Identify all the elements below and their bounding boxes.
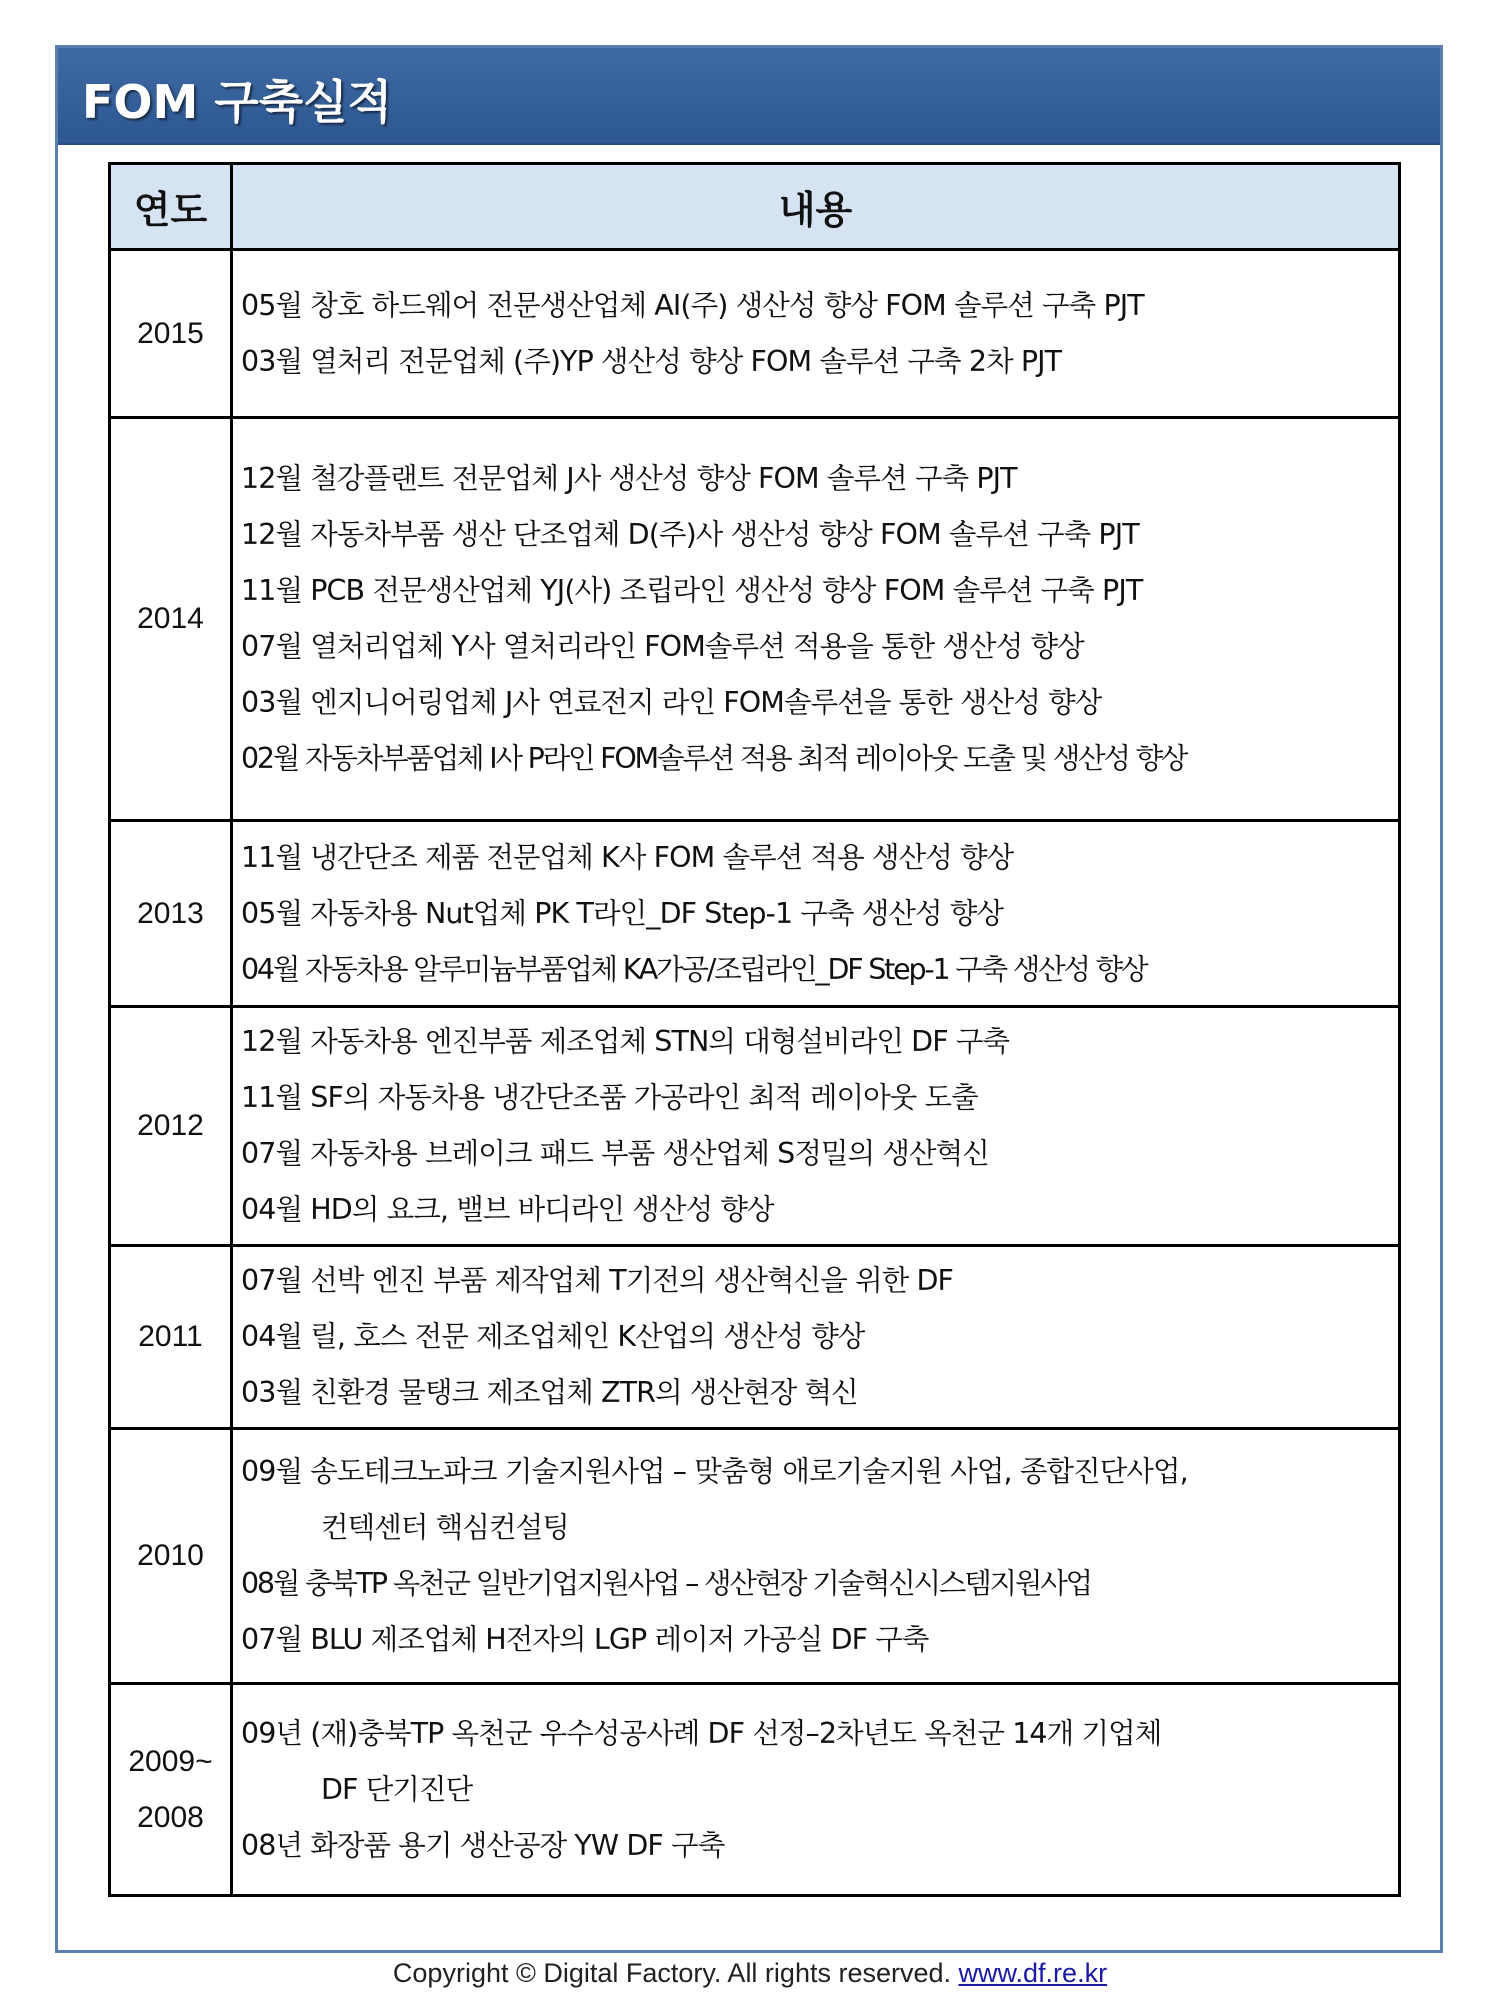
table-row (110, 1684, 1400, 1896)
content-cell (232, 1246, 1400, 1429)
table-row (110, 1246, 1400, 1429)
year-label: 2008 (137, 1800, 204, 1834)
entry-item: 05월 창호 하드웨어 전문생산업체 AI(주) 생산성 향상 FOM 솔루션 구축 PJT (241, 288, 1144, 322)
website-link[interactable]: www.df.re.kr (958, 1958, 1108, 1988)
entry-item: 07월 선박 엔진 부품 제작업체 T기전의 생산혁신을 위한 DF (241, 1264, 954, 1297)
table-row (110, 1007, 1400, 1246)
entry-item: 03월 친환경 물탱크 제조업체 ZTR의 생산현장 혁신 (241, 1376, 858, 1409)
performance-table (108, 162, 1401, 1897)
entry-item: 03월 엔지니어링업체 J사 연료전지 라인 FOM솔루션을 통한 생산성 향상 (241, 686, 1102, 719)
year-label: 2010 (137, 1539, 204, 1572)
content-cell (232, 1007, 1400, 1246)
title-bar (58, 48, 1440, 145)
entry-item: 07월 열처리업체 Y사 열처리라인 FOM솔루션 적용을 통한 생산성 향상 (241, 630, 1084, 663)
content-cell (232, 1429, 1400, 1684)
page-title: FOM 구축실적 (82, 75, 393, 129)
entry-continuation: DF 단기진단 (321, 1772, 473, 1806)
copyright-text: Copyright © Digital Factory. All rights reserved. (392, 1958, 952, 1988)
entry-item: 04월 릴, 호스 전문 제조업체인 K산업의 생산성 향상 (241, 1320, 865, 1353)
entry-item: 07월 BLU 제조업체 H전자의 LGP 레이저 가공실 DF 구축 (241, 1623, 929, 1656)
year-cell (110, 821, 232, 1007)
content-cell (232, 250, 1400, 418)
table-row (110, 418, 1400, 821)
entry-item: 12월 철강플랜트 전문업체 J사 생산성 향상 FOM 솔루션 구축 PJT (241, 462, 1017, 495)
entry-item: 04월 자동차용 알루미늄부품업체 KA가공/조립라인_DF Step-1 구축 생산성 향상 (241, 952, 1147, 986)
entry-item: 12월 자동차용 엔진부품 제조업체 STN의 대형설비라인 DF 구축 (241, 1025, 1010, 1058)
entry-item: 03월 열처리 전문업체 (주)YP 생산성 향상 FOM 솔루션 구축 2차 PJT (241, 344, 1062, 378)
year-cell (110, 1007, 232, 1246)
entry-item: 08월 충북TP 옥천군 일반기업지원사업 – 생산현장 기술혁신시스템지원사업 (241, 1567, 1091, 1600)
year-label: 2014 (137, 602, 204, 635)
year-cell (110, 1684, 232, 1896)
table-row (110, 250, 1400, 418)
entry-item: 05월 자동차용 Nut업체 PK T라인_DF Step-1 구축 생산성 향상 (241, 896, 1004, 930)
year-label: 2013 (137, 896, 204, 930)
entry-item: 07월 자동차용 브레이크 패드 부품 생산업체 S정밀의 생산혁신 (241, 1137, 989, 1170)
year-cell (110, 1429, 232, 1684)
entry-item: 09년 (재)충북TP 옥천군 우수성공사례 DF 선정–2차년도 옥천군 14개 기업체 (241, 1716, 1162, 1750)
header-content: 내용 (232, 164, 1400, 250)
entry-item: 11월 SF의 자동차용 냉간단조품 가공라인 최적 레이아웃 도출 (241, 1081, 978, 1114)
year-cell (110, 250, 232, 418)
content-cell (232, 1684, 1400, 1896)
year-label: 2009~ (128, 1744, 213, 1778)
year-label: 2011 (138, 1320, 203, 1353)
year-cell (110, 418, 232, 821)
footer (0, 1958, 1500, 1989)
header-year: 연도 (110, 164, 232, 250)
entry-item: 04월 HD의 요크, 밸브 바디라인 생산성 향상 (241, 1193, 774, 1226)
year-cell (110, 1246, 232, 1429)
table-row (110, 1429, 1400, 1684)
entry-item: 08년 화장품 용기 생산공장 YW DF 구축 (241, 1828, 725, 1862)
year-label: 2015 (137, 316, 204, 350)
content-cell (232, 821, 1400, 1007)
table-header-row (110, 164, 1400, 250)
entry-item: 11월 PCB 전문생산업체 YJ(사) 조립라인 생산성 향상 FOM 솔루션 구축 PJT (241, 574, 1143, 607)
entry-continuation: 컨텍센터 핵심컨설팅 (321, 1511, 569, 1544)
entry-item: 11월 냉간단조 제품 전문업체 K사 FOM 솔루션 적용 생산성 향상 (241, 840, 1014, 874)
entry-item: 09월 송도테크노파크 기술지원사업 – 맞춤형 애로기술지원 사업, 종합진단사업, (241, 1455, 1188, 1488)
entry-item: 12월 자동차부품 생산 단조업체 D(주)사 생산성 향상 FOM 솔루션 구축 PJT (241, 518, 1139, 551)
table-row (110, 821, 1400, 1007)
entry-item: 02월 자동차부품업체 I사 P라인 FOM솔루션 적용 최적 레이아웃 도출 및 생산성 향상 (241, 742, 1187, 775)
year-label: 2012 (137, 1109, 204, 1142)
content-cell (232, 418, 1400, 821)
